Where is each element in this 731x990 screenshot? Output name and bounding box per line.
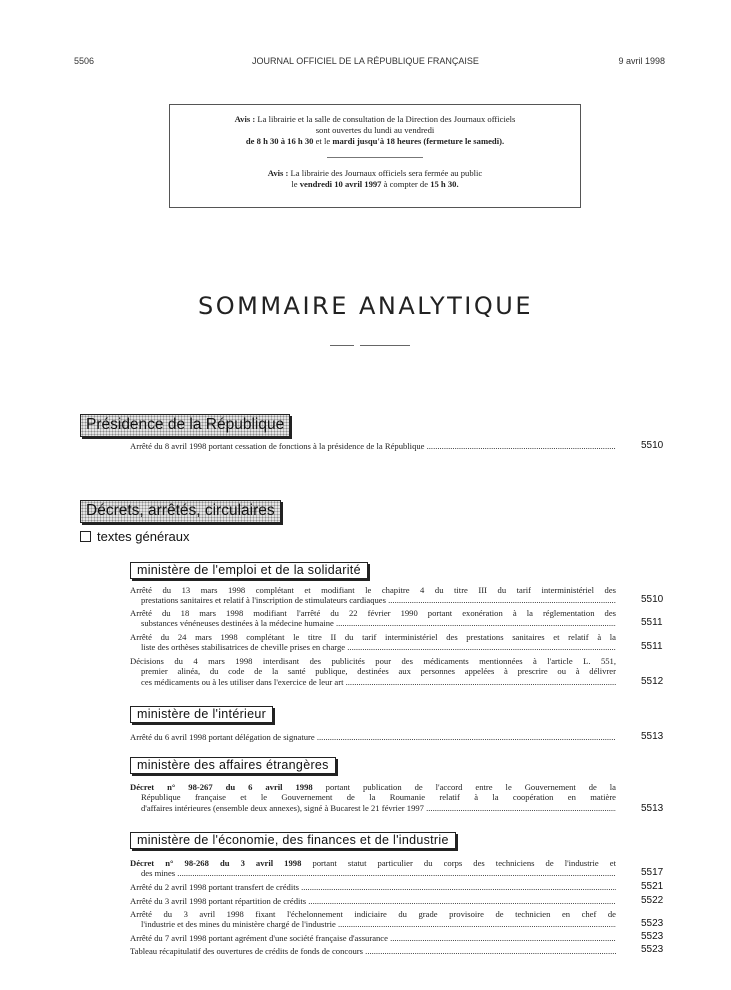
ministry-economie: ministère de l'économie, des finances et de l'industrie (130, 832, 456, 849)
entry-text: Arrêté du 6 avril 1998 portant délégation de signature ..... (130, 732, 616, 742)
entry-line-1: Arrêté du 13 mars 1998 complétant et modifiant le chapitre 4 du titre III du tarif interministériel des (130, 585, 616, 595)
entry-text: Tableau récapitulatif des ouvertures de crédits de fonds de concours ..... (130, 946, 616, 956)
page-title: SOMMAIRE ANALYTIQUE (198, 292, 533, 320)
notice-1-label: Avis : (234, 114, 256, 124)
entry-emploi-2[interactable] (130, 608, 616, 629)
entry-line-2: premier alinéa, du code de la santé publique, destinées aux personnes appelées à prescrire ou à délivrer (141, 666, 616, 677)
notice-paragraph-1 (170, 114, 580, 147)
entry-line-1 (130, 782, 616, 792)
entry-line-1: Arrêté du 3 avril 1998 fixant l'échelonnement indiciaire du grade provisoire de technicien en chef de (130, 909, 616, 919)
page-ref-economie-4[interactable]: 5523 (641, 918, 664, 929)
title-rule-left (330, 345, 354, 346)
page-ref-economie-6[interactable]: 5523 (641, 944, 664, 955)
page-ref-interieur-1[interactable]: 5513 (641, 731, 664, 742)
page-ref-emploi-3[interactable]: 5511 (641, 641, 663, 652)
page-ref-emploi-1[interactable]: 5510 (641, 594, 664, 605)
entry-text: Arrêté du 2 avril 1998 portant transfert de crédits ..... (130, 882, 616, 892)
section-decrets: Décrets, arrêtés, circulaires (80, 500, 281, 523)
subsection-label: textes généraux (97, 529, 190, 544)
page-ref-economie-5[interactable]: 5523 (641, 931, 664, 942)
ministry-emploi: ministère de l'emploi et de la solidarité (130, 562, 368, 579)
entry-line-1: Arrêté du 18 mars 1998 modifiant l'arrêté du 22 février 1990 portant exonération à la réglementation des (130, 608, 616, 618)
entry-line-2: des mines ..... (130, 868, 616, 878)
ministry-affaires-etrangeres: ministère des affaires étrangères (130, 757, 336, 774)
notice-2-date: vendredi 10 avril 1997 (299, 179, 382, 189)
decree-number: Décret n° 98-268 du 3 avril 1998 (130, 858, 302, 868)
notice-1-join: et le (315, 136, 331, 146)
entry-affaires-etrangeres-1[interactable] (130, 782, 616, 813)
page-ref-economie-2[interactable]: 5521 (641, 881, 664, 892)
page-ref-affaires-etrangeres-1[interactable]: 5513 (641, 803, 664, 814)
entry-emploi-3[interactable] (130, 632, 616, 653)
entry-presidence-1[interactable] (130, 441, 616, 451)
notice-1-hours: de 8 h 30 à 16 h 30 (245, 136, 314, 146)
entry-line-2: liste des orthèses stabilisatrices de cheville prises en charge ..... (130, 642, 616, 652)
entry-text: Arrêté du 7 avril 1998 portant agrément d'une société française d'assurance ..... (130, 933, 616, 943)
entry-emploi-4[interactable] (130, 656, 616, 687)
notice-1-text-a: La librairie et la salle de consultation de la Direction des Journaux officiels (257, 114, 516, 124)
notice-2-mid: à compter de (383, 179, 429, 189)
entry-economie-4[interactable] (130, 909, 616, 930)
entry-interieur-1[interactable] (130, 732, 616, 742)
page-ref-emploi-4[interactable]: 5512 (641, 676, 664, 687)
notice-2-time: 15 h 30. (430, 179, 459, 189)
notice-2-le: le (291, 179, 298, 189)
notice-separator (327, 157, 423, 158)
entry-line-1 (130, 858, 616, 868)
page-ref-economie-3[interactable]: 5522 (641, 895, 664, 906)
square-bullet-icon (80, 531, 91, 542)
ministry-interieur: ministère de l'intérieur (130, 706, 273, 723)
entry-text: Arrêté du 3 avril 1998 portant répartition de crédits ..... (130, 896, 616, 906)
entry-line-2: prestations sanitaires et relatif à l'inscription de stimulateurs cardiaques ..... (130, 595, 616, 605)
notice-1-tuesday: mardi jusqu'à 18 heures (fermeture le samedi). (332, 136, 505, 146)
notice-paragraph-2 (170, 168, 580, 190)
page-number: 5506 (74, 56, 95, 66)
entry-line-2: substances vénéneuses destinées à la médecine humaine ..... (130, 618, 616, 628)
page-ref-presidence-1[interactable]: 5510 (641, 440, 664, 451)
notice-1-text-b: sont ouvertes du lundi au vendredi (315, 125, 435, 135)
journal-title: JOURNAL OFFICIEL DE LA RÉPUBLIQUE FRANÇAISE (252, 56, 479, 66)
page-ref-emploi-2[interactable]: 5511 (641, 617, 663, 628)
title-rule-right (360, 345, 410, 346)
entry-line-1: Arrêté du 24 mars 1998 complétant le titre II du tarif interministériel des prestations sanitaires et relatif à la (130, 632, 616, 642)
page-ref-economie-1[interactable]: 5517 (641, 867, 664, 878)
issue-date: 9 avril 1998 (618, 56, 665, 66)
entry-line-1-rest: portant publication de l'accord entre le Gouvernement de la (325, 782, 616, 792)
entry-economie-1[interactable] (130, 858, 616, 879)
notice-2-text-a: La librairie des Journaux officiels sera fermée au public (290, 168, 483, 178)
entry-economie-3[interactable] (130, 896, 616, 906)
entry-line-3: d'affaires intérieures (ensemble deux annexes), signé à Bucarest le 21 février 1997 ..... (130, 803, 616, 813)
entry-line-1-rest: portant statut particulier du corps des techniciens de l'industrie et (312, 858, 616, 868)
entry-line-1: Décisions du 4 mars 1998 interdisant des publicités pour des médicaments mentionnées à l'article L. 551, (130, 656, 616, 666)
subsection-textes-generaux (80, 529, 190, 544)
notice-box (169, 104, 581, 208)
decree-number: Décret n° 98-267 du 6 avril 1998 (130, 782, 313, 792)
entry-economie-6[interactable] (130, 946, 616, 956)
entry-line-2: l'industrie et des mines du ministère chargé de l'industrie ..... (130, 919, 616, 929)
entry-economie-2[interactable] (130, 882, 616, 892)
section-presidence: Présidence de la République (80, 414, 290, 437)
entry-economie-5[interactable] (130, 933, 616, 943)
entry-line-2: République française et le Gouvernement de la Roumanie relatif à la coopération en matière (141, 792, 616, 803)
entry-emploi-1[interactable] (130, 585, 616, 606)
notice-2-label: Avis : (267, 168, 289, 178)
entry-text: Arrêté du 8 avril 1998 portant cessation de fonctions à la présidence de la République ..... (130, 441, 616, 451)
entry-line-3: ces médicaments ou à les utiliser dans l'exercice de leur art ..... (130, 677, 616, 687)
